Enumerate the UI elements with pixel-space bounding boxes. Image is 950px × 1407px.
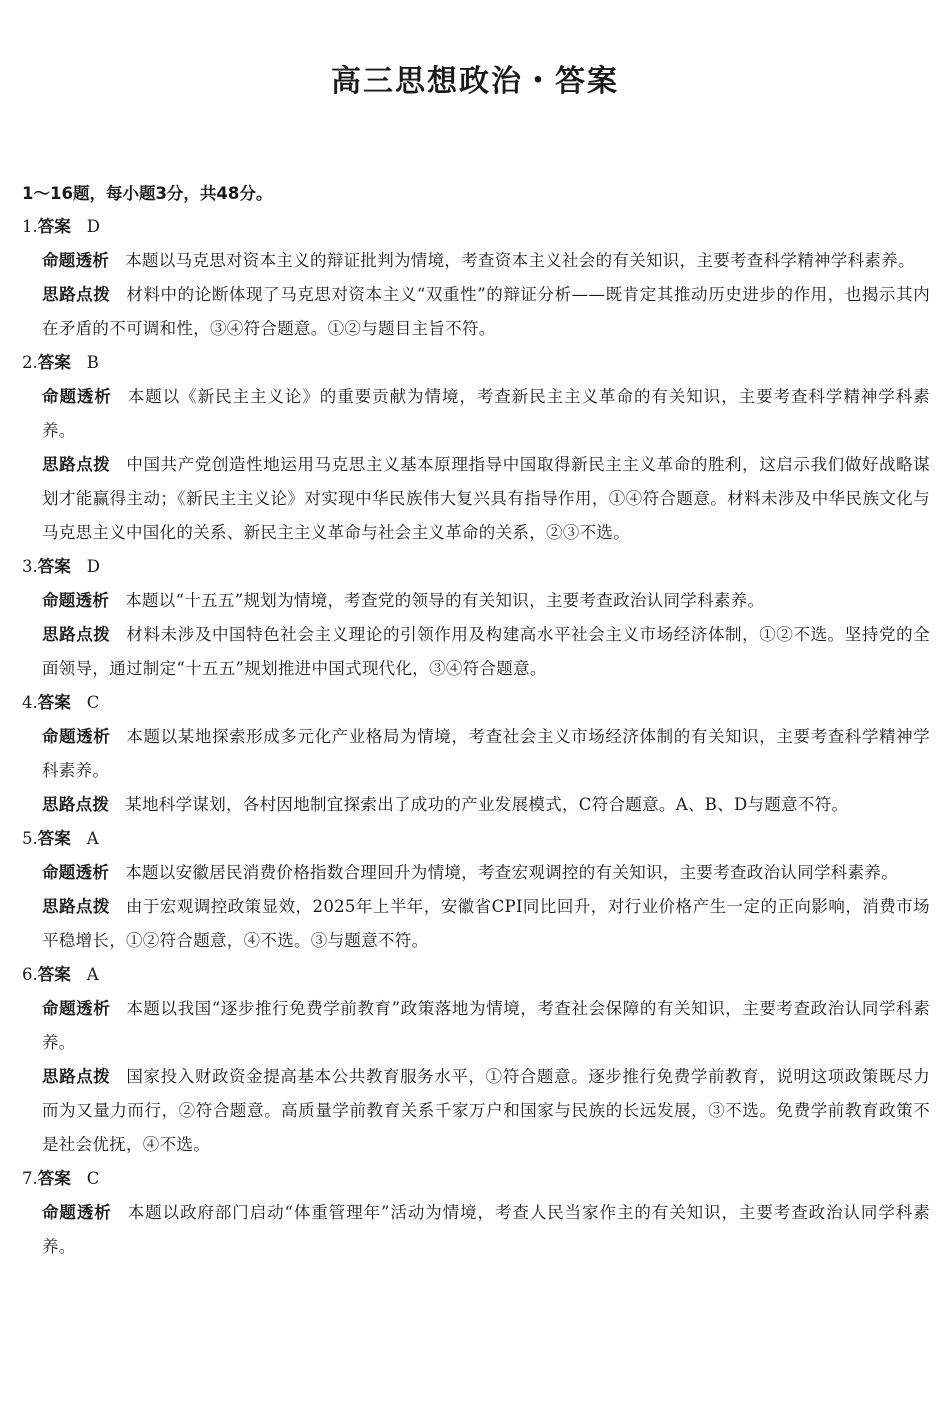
answer-content (22, 178, 930, 1264)
answer-value: C (86, 693, 100, 712)
hint-text: 材料未涉及中国特色社会主义理论的引领作用及构建高水平社会主义市场经济体制，①②不选。坚持党的全面领导，通过制定“十五五”规划推进中国式现代化，③④符合题意。 (42, 625, 930, 678)
analysis-paragraph (42, 1196, 930, 1264)
answer-line (22, 822, 930, 856)
answer-value: D (86, 217, 100, 236)
analysis-paragraph (42, 720, 930, 788)
page-title: 高三思想政治・答案 (331, 64, 619, 99)
analysis-paragraph (42, 856, 930, 890)
analysis-paragraph (42, 584, 930, 618)
question-number: 7. (22, 1169, 38, 1188)
question-block (22, 1162, 930, 1264)
hint-text: 中国共产党创造性地运用马克思主义基本原理指导中国取得新民主主义革命的胜利，这启示我们做好战略谋划才能赢得主动；《新民主主义论》对实现中华民族伟大复兴具有指导作用，①④符合题意。材料未涉及中华民族文化与马克思主义中国化的关系、新民主主义革命与社会主义革命的关系，②③不选。 (42, 455, 930, 542)
question-number: 6. (22, 965, 38, 984)
answer-line (22, 210, 930, 244)
analysis-label: 命题透析 (42, 1203, 112, 1222)
answer-label: 答案 (37, 829, 71, 848)
hint-paragraph (42, 618, 930, 686)
answer-value: C (86, 1169, 100, 1188)
analysis-label: 命题透析 (42, 727, 111, 746)
question-block (22, 686, 930, 822)
hint-paragraph (42, 278, 930, 346)
answer-value: A (86, 965, 99, 984)
question-block (22, 346, 930, 550)
analysis-text: 本题以马克思对资本主义的辩证批判为情境，考查资本主义社会的有关知识，主要考查科学精神学科素养。 (125, 251, 915, 270)
analysis-label: 命题透析 (42, 251, 110, 270)
analysis-text: 本题以《新民主主义论》的重要贡献为情境，考查新民主主义革命的有关知识，主要考查科学精神学科素养。 (42, 387, 930, 440)
question-block (22, 958, 930, 1162)
answer-line (22, 346, 930, 380)
question-block (22, 210, 930, 346)
question-number: 1. (22, 217, 38, 236)
analysis-paragraph (42, 380, 930, 448)
hint-paragraph (42, 448, 930, 550)
hint-text: 国家投入财政资金提高基本公共教育服务水平，①符合题意。逐步推行免费学前教育，说明这项政策既尽力而为又量力而行，②符合题意。高质量学前教育关系千家万户和国家与民族的长远发展，③不选。免费学前教育政策不是社会优抚，④不选。 (42, 1067, 930, 1154)
hint-paragraph (42, 1060, 930, 1162)
analysis-label: 命题透析 (42, 863, 110, 882)
answer-label: 答案 (37, 693, 71, 712)
answer-line (22, 550, 930, 584)
question-number: 4. (22, 693, 38, 712)
analysis-label: 命题透析 (42, 591, 110, 610)
answer-line (22, 1162, 930, 1196)
question-block (22, 550, 930, 686)
answer-value: B (86, 353, 99, 372)
analysis-text: 本题以“十五五”规划为情境，考查党的领导的有关知识，主要考查政治认同学科素养。 (125, 591, 765, 610)
analysis-label: 命题透析 (42, 999, 111, 1018)
hint-label: 思路点拨 (42, 795, 110, 814)
analysis-paragraph (42, 244, 930, 278)
hint-label: 思路点拨 (42, 1067, 111, 1086)
answer-label: 答案 (37, 557, 71, 576)
question-number: 2. (22, 353, 38, 372)
answer-value: D (86, 557, 100, 576)
answer-value: A (86, 829, 99, 848)
answer-label: 答案 (37, 217, 71, 236)
hint-label: 思路点拨 (42, 897, 110, 916)
hint-label: 思路点拨 (42, 455, 111, 474)
analysis-text: 本题以我国“逐步推行免费学前教育”政策落地为情境，考查社会保障的有关知识，主要考查政治认同学科素养。 (42, 999, 930, 1052)
analysis-text: 本题以政府部门启动“体重管理年”活动为情境，考查人民当家作主的有关知识，主要考查政治认同学科素养。 (42, 1203, 930, 1256)
hint-text: 某地科学谋划，各村因地制宜探索出了成功的产业发展模式，C符合题意。A、B、D与题意不符。 (125, 795, 849, 814)
hint-paragraph (42, 890, 930, 958)
question-block (22, 822, 930, 958)
question-number: 3. (22, 557, 38, 576)
analysis-text: 本题以安徽居民消费价格指数合理回升为情境，考查宏观调控的有关知识，主要考查政治认同学科素养。 (125, 863, 899, 882)
answer-line (22, 958, 930, 992)
hint-text: 材料中的论断体现了马克思对资本主义“双重性”的辩证分析——既肯定其推动历史进步的作用，也揭示其内在矛盾的不可调和性，③④符合题意。①②与题目主旨不符。 (42, 285, 930, 338)
analysis-label: 命题透析 (42, 387, 112, 406)
question-number: 5. (22, 829, 38, 848)
hint-label: 思路点拨 (42, 285, 111, 304)
answer-label: 答案 (37, 965, 71, 984)
hint-text: 由于宏观调控政策显效，2025年上半年，安徽省CPI同比回升，对行业价格产生一定的正向影响，消费市场平稳增长，①②符合题意，④不选。③与题意不符。 (42, 897, 930, 950)
section-intro: 1～16题，每小题3分，共48分。 (22, 184, 273, 203)
answer-label: 答案 (37, 1169, 71, 1188)
hint-paragraph (42, 788, 930, 822)
hint-label: 思路点拨 (42, 625, 111, 644)
analysis-paragraph (42, 992, 930, 1060)
analysis-text: 本题以某地探索形成多元化产业格局为情境，考查社会主义市场经济体制的有关知识，主要考查科学精神学科素养。 (42, 727, 930, 780)
answer-label: 答案 (37, 353, 71, 372)
answer-line (22, 686, 930, 720)
